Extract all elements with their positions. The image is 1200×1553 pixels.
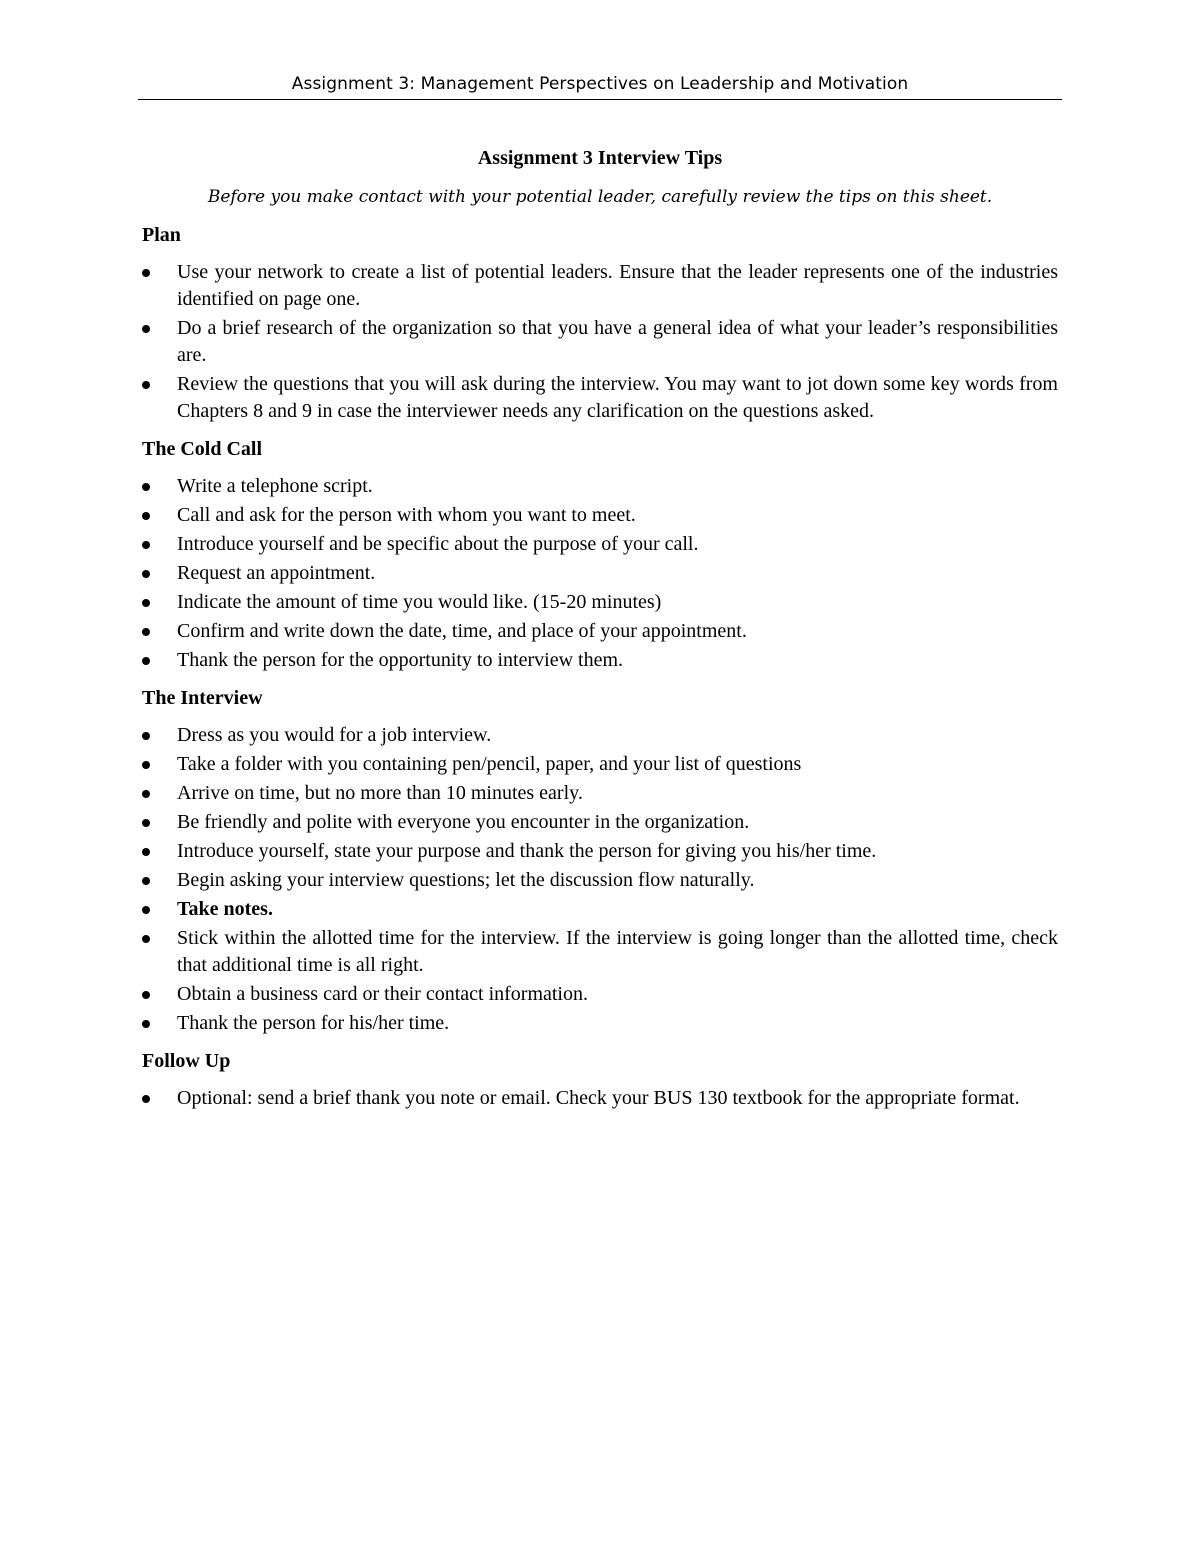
section-heading-follow-up: Follow Up	[142, 1050, 231, 1072]
list-item: Arrive on time, but no more than 10 minutes early.	[142, 780, 1058, 807]
list-item: Introduce yourself, state your purpose and thank the person for giving you his/her time.	[142, 838, 1058, 865]
list-item: Request an appointment.	[142, 560, 1058, 587]
bullet-icon	[142, 628, 150, 636]
list-item: Call and ask for the person with whom you want to meet.	[142, 502, 1058, 529]
bullet-icon	[142, 325, 150, 333]
list-item: Stick within the allotted time for the interview. If the interview is going longer than the allotted time, check that additional time is all right.	[142, 925, 1058, 979]
bullet-icon	[142, 991, 150, 999]
list-item: Introduce yourself and be specific about the purpose of your call.	[142, 531, 1058, 558]
bullet-icon	[142, 848, 150, 856]
list-item: Review the questions that you will ask during the interview. You may want to jot down some key words from Chapters 8 and 9 in case the interviewer needs any clarification on the questions asked.	[142, 371, 1058, 425]
interview-list	[142, 722, 1058, 1037]
bullet-icon	[142, 906, 150, 914]
bullet-icon	[142, 877, 150, 885]
bullet-icon	[142, 599, 150, 607]
list-item: Be friendly and polite with everyone you encounter in the organization.	[142, 809, 1058, 836]
bullet-icon	[142, 761, 150, 769]
list-item: Take notes.	[142, 896, 1058, 923]
section-heading-cold-call: The Cold Call	[142, 438, 263, 460]
running-title: Assignment 3: Management Perspectives on Leadership and Motivation	[291, 74, 909, 94]
bullet-icon	[142, 269, 150, 277]
bullet-icon	[142, 790, 150, 798]
page-header	[138, 72, 1062, 100]
list-item: Do a brief research of the organization so that you have a general idea of what your leader’s responsibilities are.	[142, 315, 1058, 369]
list-item: Write a telephone script.	[142, 473, 1058, 500]
list-item: Use your network to create a list of potential leaders. Ensure that the leader represents one of the industries identified on page one.	[142, 259, 1058, 313]
section-heading-interview: The Interview	[142, 687, 263, 709]
bullet-icon	[142, 657, 150, 665]
cold-call-list	[142, 473, 1058, 674]
bullet-icon	[142, 512, 150, 520]
list-item: Begin asking your interview questions; let the discussion flow naturally.	[142, 867, 1058, 894]
document-subtitle: Before you make contact with your potential leader, carefully review the tips on this sheet.	[207, 187, 993, 207]
bullet-icon	[142, 541, 150, 549]
list-item: Thank the person for the opportunity to interview them.	[142, 647, 1058, 674]
bullet-icon	[142, 1095, 150, 1103]
document-body	[142, 140, 1058, 1114]
bullet-icon	[142, 1020, 150, 1028]
bullet-icon	[142, 732, 150, 740]
bullet-icon	[142, 935, 150, 943]
document-title: Assignment 3 Interview Tips	[477, 147, 723, 169]
follow-up-list	[142, 1085, 1058, 1112]
list-item: Optional: send a brief thank you note or email. Check your BUS 130 textbook for the appropriate format.	[142, 1085, 1058, 1112]
list-item: Indicate the amount of time you would like. (15-20 minutes)	[142, 589, 1058, 616]
bullet-icon	[142, 381, 150, 389]
list-item: Confirm and write down the date, time, and place of your appointment.	[142, 618, 1058, 645]
list-item: Take a folder with you containing pen/pencil, paper, and your list of questions	[142, 751, 1058, 778]
list-item: Dress as you would for a job interview.	[142, 722, 1058, 749]
list-item: Obtain a business card or their contact information.	[142, 981, 1058, 1008]
bullet-icon	[142, 570, 150, 578]
section-heading-plan: Plan	[142, 224, 181, 246]
plan-list	[142, 259, 1058, 425]
bullet-icon	[142, 819, 150, 827]
list-item: Thank the person for his/her time.	[142, 1010, 1058, 1037]
bullet-icon	[142, 483, 150, 491]
